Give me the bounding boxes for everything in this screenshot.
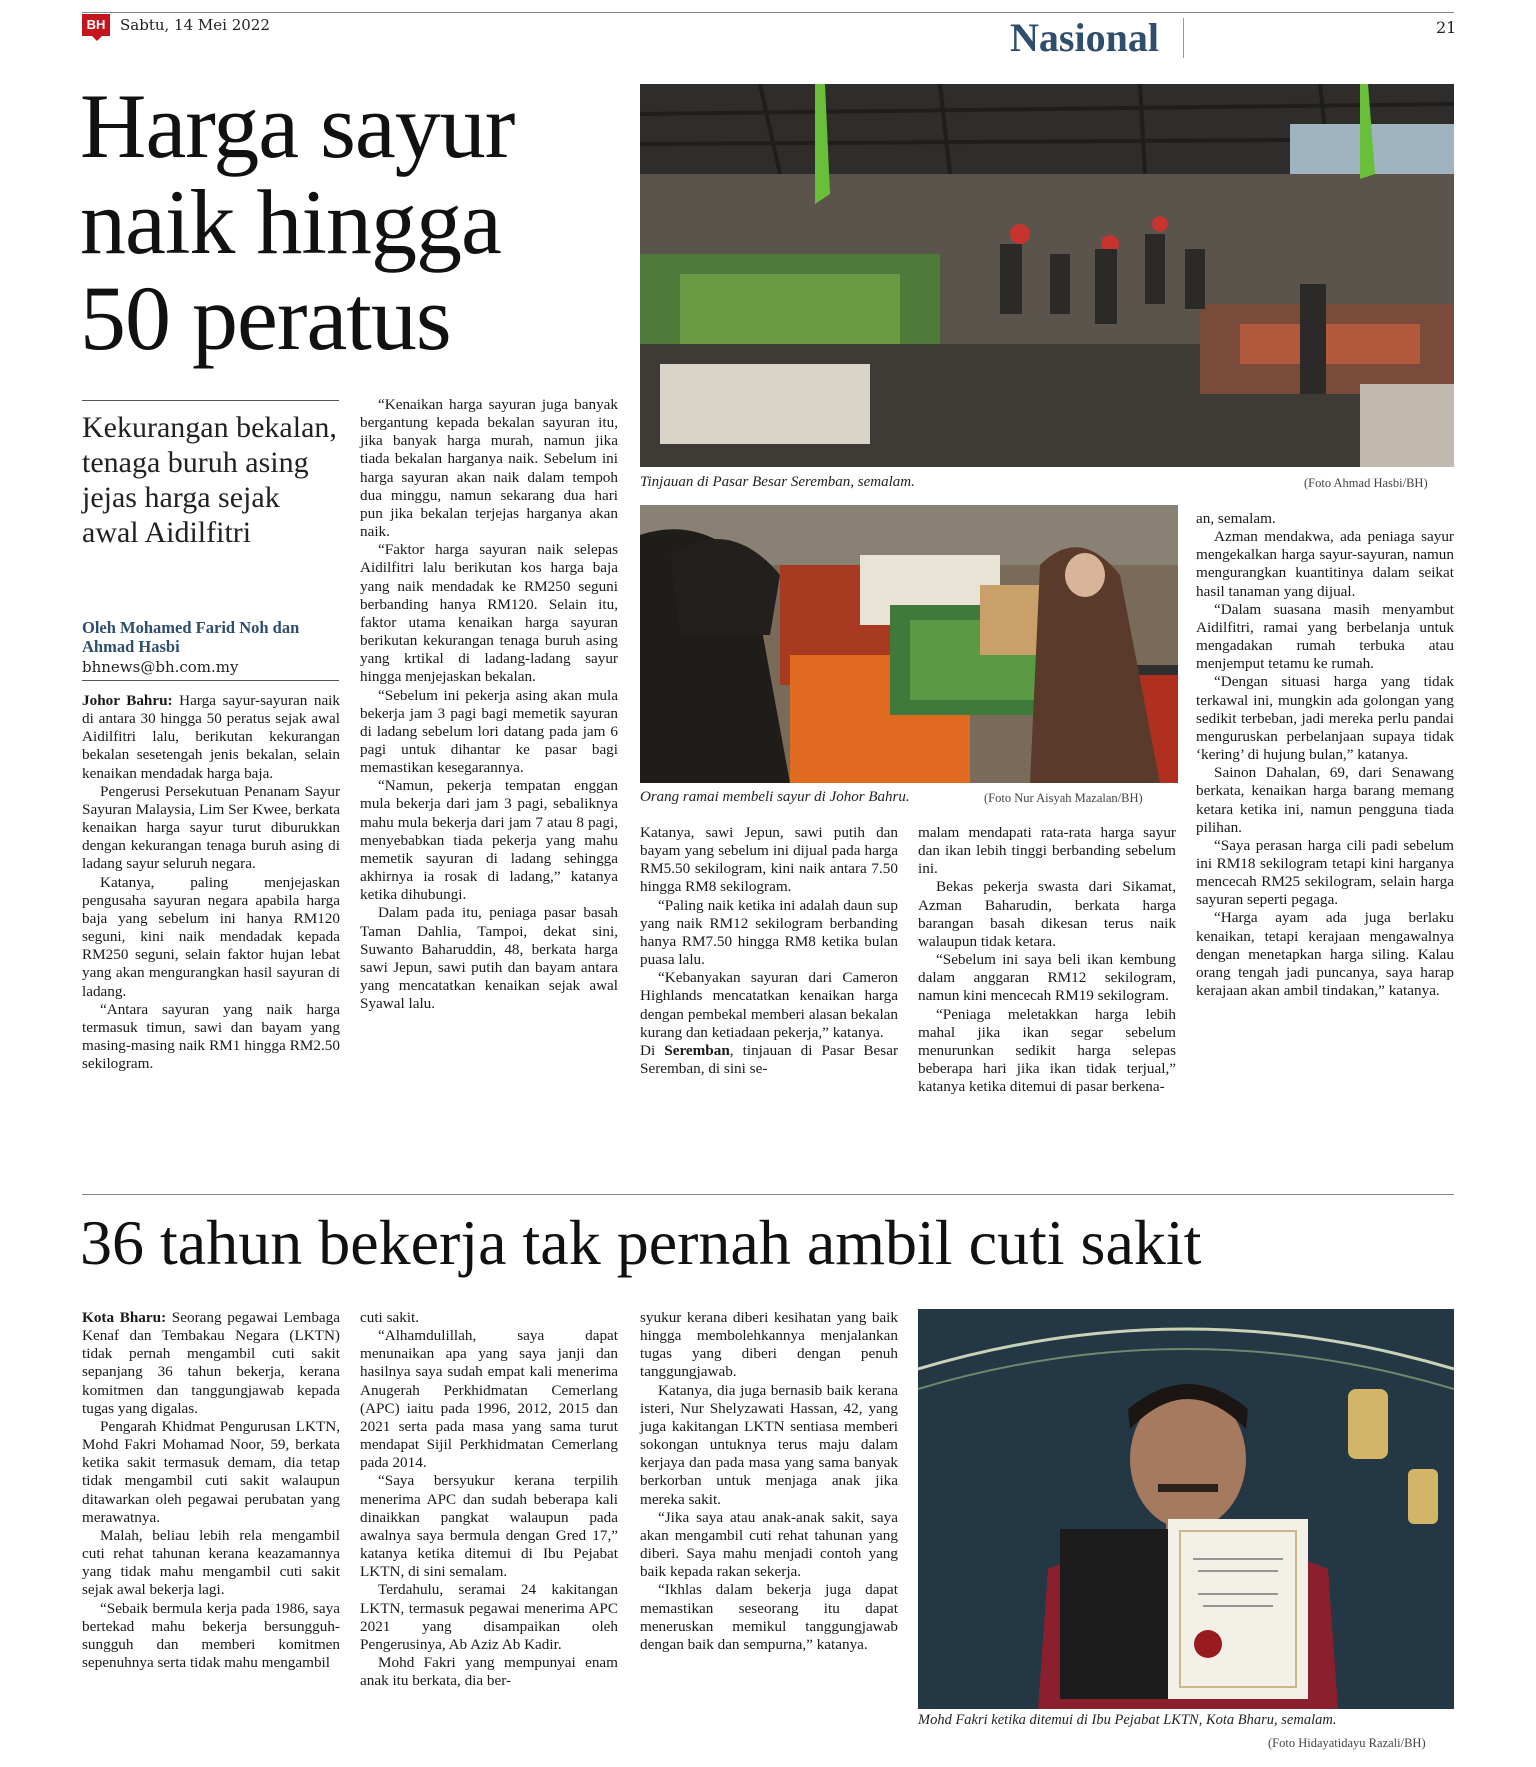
- headline-line: naik hingga: [80, 171, 501, 273]
- paragraph: [82, 783, 340, 874]
- paragraph-text: Malah, beliau lebih rela mengambil cuti rehat tahunan kerana keazamannya yang tidak mahu mengambil cuti sakit sejak awal bekerja lagi.: [82, 1526, 340, 1599]
- market-photo-graphic: [640, 84, 1454, 467]
- paragraph: [360, 1327, 618, 1472]
- byline-rule: [82, 680, 339, 681]
- paragraph-text: “Sebelum ini pekerja asing akan mula bekerja jam 3 pagi bagi memetik sayuran di ladang sebelum lori datang pada jam 6 pagi untuk dihantar ke pasar bagi memastikan kesegarannya.: [360, 686, 618, 777]
- portrait-photo-graphic: [918, 1309, 1454, 1709]
- paragraph: [360, 1654, 618, 1690]
- paragraph-text: “Faktor harga sayuran naik selepas Aidilfitri lalu berikutan kos harga baja yang naik mendadak ke RM250 seguni berbanding hanya RM120. Selain itu, faktor utama kenaikan harga sayuran berikutan kekurangan tenaga buruh asing yang krtikal di ladang-ladang sayur hingga menjejaskan bekalan.: [360, 541, 618, 686]
- section-title: Nasional: [1010, 15, 1159, 60]
- paragraph-text: “Paling naik ketika ini adalah daun sup yang naik RM12 sekilogram berbanding hanya RM7.50 hingga RM8 ketika bulan puasa lalu.: [640, 896, 898, 969]
- paragraph: [360, 1581, 618, 1654]
- paragraph-text: “Alhamdulillah, saya dapat menunaikan apa yang saya janji dan hasilnya saya sudah empat kali menerima Anugerah Perkhidmatan Cemerlang (APC) iaitu pada 1996, 2012, 2015 dan 2021 serta pada masa yang sama turut mendapat Sijil Perkhidmatan Cemerlang pada 2014.: [360, 1327, 618, 1472]
- paragraph-text: “Dengan situasi harga yang tidak terkawal ini, mungkin ada golongan yang sedikit terbeban, jadi mereka perlu pandai menguruskan perbelanjaan supaya tidak ‘kering’ di hujung bulan,” katanya.: [1196, 673, 1454, 764]
- paragraph-text: Sainon Dahalan, 69, dari Senawang berkata, kenaikan harga barang memang ketara ketika ini, namun pengguna tiada pilihan.: [1196, 764, 1454, 836]
- paragraph: [1196, 510, 1454, 528]
- photo1-credit: (Foto Ahmad Hasbi/BH): [1304, 476, 1428, 490]
- vegetables-photo-graphic: [640, 505, 1178, 783]
- paragraph: [82, 1600, 340, 1673]
- paragraph-text: Pengerusi Persekutuan Penanam Sayur Sayuran Malaysia, Lim Ser Kwee, berkata kenaikan harga sayur turut diburukkan dengan kekurangan tenaga buruh asing di ladang sayur seluruh negara.: [82, 782, 340, 873]
- dateline: Seremban: [664, 1041, 730, 1059]
- paragraph: [1196, 909, 1454, 1000]
- paragraph-text: “Sebelum ini saya beli ikan kembung dalam anggaran RM12 sekilogram, namun kini mencecah RM19 sekilogram.: [918, 951, 1176, 1005]
- paragraph: [82, 1418, 340, 1527]
- paragraph-text: “Saya perasan harga cili padi sebelum ini RM18 sekilogram tetapi kini harganya mencecah RM25 sekilogram, selain harga sayuran seperti pegaga.: [1196, 836, 1454, 909]
- top-rule: [82, 12, 1454, 13]
- paragraph-lead-prefix: Di: [640, 1041, 665, 1059]
- paragraph-text: “Antara sayuran yang naik harga termasuk timun, sawi dan bayam yang masing-masing naik RM1 hingga RM2.50 sekilogram.: [82, 1000, 340, 1073]
- paragraph: [640, 824, 898, 897]
- paragraph-text: “Kenaikan harga sayuran juga banyak bergantung kepada bekalan sayuran itu, jika banyak harga murah, namun jika tiada bekalan harganya naik. Sebelum ini harga sayuran akan naik dalam tempoh dua minggu, namun sekarang dua hari pun jika bekalan terjejas harganya akan naik.: [360, 396, 618, 541]
- paragraph: [640, 897, 898, 970]
- dateline: Kota Bharu:: [82, 1309, 167, 1326]
- paragraph: [640, 1382, 898, 1509]
- paragraph-text: “Ikhlas dalam bekerja juga dapat memastikan seseorang itu dapat meneruskan memikul tanggungjawab dengan baik dan sempurna,” katanya.: [640, 1581, 898, 1653]
- byline-email: bhnews@bh.com.my: [82, 658, 239, 676]
- paragraph: [1196, 528, 1454, 601]
- article2-column-2: [360, 1309, 618, 1690]
- paragraph-text: Katanya, sawi Jepun, sawi putih dan bayam yang sebelum ini dijual pada harga RM5.50 sekilogram, kini naik antara 7.50 hingga RM8 sekilogram.: [640, 824, 898, 896]
- paragraph: [918, 1006, 1176, 1097]
- paragraph: [640, 1509, 898, 1582]
- paragraph: [82, 874, 340, 1001]
- header-divider: [1183, 18, 1184, 58]
- paragraph-text: Pengarah Khidmat Pengurusan LKTN, Mohd Fakri Mohamad Noor, 59, berkata ketika sakit termasuk demam, dia tetap tidak mengambil cuti sakit walaupun ditawarkan oleh pegawai perubatan yang merawatnya.: [82, 1417, 340, 1526]
- paragraph-text: “Kebanyakan sayuran dari Cameron Highlands mencatatkan kenaikan harga dengan pembekal memberi alasan bekalan kurang dan ketiadaan pekerja,” katanya.: [640, 969, 898, 1041]
- paragraph-text: Katanya, dia juga bernasib baik kerana isteri, Nur Shelyzawati Hassan, 42, yang juga kakitangan LKTN sentiasa memberi sokongan untuknya terus maju dalam kerjaya dan pada masa yang sama banyak berkorban untuk menjaga anak jika mereka sakit.: [640, 1381, 898, 1508]
- paragraph: [82, 1527, 340, 1600]
- article1-column-2: [360, 396, 618, 1013]
- paragraph-text: “Saya bersyukur kerana terpilih menerima APC dan sudah beberapa kali dinaikkan pangkat walaupun pada awalnya saya bermula dengan Gred 17,” katanya ketika ditemui di Ibu Pejabat LKTN, di sini semalam.: [360, 1472, 618, 1581]
- paragraph: [1196, 601, 1454, 674]
- paragraph: [360, 687, 618, 778]
- paragraph: [918, 951, 1176, 1005]
- article1-column-4: [918, 824, 1176, 1096]
- paragraph-text: “Harga ayam ada juga berlaku kenaikan, tetapi kerajaan mengawalnya dengan menetapkan harga siling. Kalau orang tengah jadi puncanya, saya harap kerajaan akan ambil tindakan,” katanya.: [1196, 909, 1454, 1000]
- market-photo: [640, 84, 1454, 467]
- headline: [80, 75, 640, 369]
- article1-column-3: [640, 824, 898, 1078]
- issue-date: Sabtu, 14 Mei 2022: [120, 16, 270, 34]
- paragraph: [640, 969, 898, 1042]
- photo3-caption: Mohd Fakri ketika ditemui di Ibu Pejabat LKTN, Kota Bharu, semalam.: [918, 1712, 1337, 1728]
- paragraph-text: “Jika saya atau anak-anak sakit, saya akan mengambil cuti rehat tahunan yang diberi. Saya mahu menjadi contoh yang baik kepada rakan sekerja.: [640, 1508, 898, 1581]
- article1-column-1: [82, 692, 340, 1073]
- headline-line: 50 peratus: [80, 267, 451, 369]
- paragraph: [360, 396, 618, 541]
- article2-column-1: [82, 1309, 340, 1672]
- paragraph: [360, 777, 618, 904]
- paragraph-text: Seorang pegawai Lembaga Kenaf dan Tembakau Negara (LKTN) tidak pernah mengambil cuti sakit sepanjang 36 tahun bekerja, kerana komitmen dan tanggungjawab kepada tugas yang digalas.: [82, 1309, 340, 1417]
- paragraph-text: , tinjauan di Pasar Besar Seremban, di sini se-: [640, 1041, 899, 1078]
- paragraph-text: Dalam pada itu, peniaga pasar basah Taman Dahlia, Tampoi, dekat sini, Suwanto Baharuddin, 48, berkata harga sawi Jepun, sawi putih dan bayam antara yang mencatatkan kenaikan sejak awal Syawal lalu.: [360, 904, 618, 1013]
- paragraph: [640, 1581, 898, 1654]
- paragraph-text: Harga sayur-sayuran naik di antara 30 hingga 50 peratus sejak awal Aidilfitri lalu, berikutan kekurangan bekalan sesetengah jenis bekalan, selain kenaikan mendadak harga baja.: [82, 692, 340, 782]
- photo2-caption: Orang ramai membeli sayur di Johor Bahru.: [640, 789, 910, 805]
- paragraph-text: Mohd Fakri yang mempunyai enam anak itu berkata, dia ber-: [360, 1653, 618, 1690]
- dateline: Johor Bahru:: [82, 692, 173, 709]
- deck: Kekurangan bekalan, tenaga buruh asing jejas harga sejak awal Aidilfitri: [82, 411, 337, 549]
- article-divider: [82, 1194, 1454, 1195]
- bh-logo: BH: [82, 14, 110, 36]
- deck-rule: [82, 400, 339, 401]
- photo1-caption: Tinjauan di Pasar Besar Seremban, semalam.: [640, 474, 915, 490]
- photo2-credit: (Foto Nur Aisyah Mazalan/BH): [984, 791, 1143, 805]
- paragraph-text: Katanya, paling menjejaskan pengusaha sayuran negara apabila harga baja yang sebelum ini hanya RM120 seguni, kini naik mendadak kepada RM250 seguni, selain faktor hujan lebat yang akan mengurangkan hasil sayuran di ladang.: [82, 873, 340, 1000]
- paragraph: [918, 824, 1176, 878]
- paragraph: [82, 1309, 340, 1418]
- paragraph: [82, 1001, 340, 1074]
- article1-column-5: [1196, 510, 1454, 1000]
- paragraph-text: “Dalam suasana masih menyambut Aidilfitri, ramai yang berbelanja untuk mengadakan rumah terbuka atau menjemput tetamu ke rumah.: [1196, 600, 1454, 673]
- paragraph: [360, 1472, 618, 1581]
- photo3-credit: (Foto Hidayatidayu Razali/BH): [1268, 1736, 1426, 1750]
- paragraph: [360, 904, 618, 1013]
- headline-2: 36 tahun bekerja tak pernah ambil cuti sakit: [80, 1207, 1202, 1278]
- paragraph-text: “Peniaga meletakkan harga lebih mahal jika ikan segar sebelum menurunkan sedikit harga selepas beberapa hari jika ikan tidak terjual,” katanya ketika ditemui di pasar berkena-: [918, 1005, 1176, 1096]
- paragraph-text: cuti sakit.: [360, 1309, 420, 1326]
- paragraph: [360, 541, 618, 686]
- paragraph-text: malam mendapati rata-rata harga sayur dan ikan lebih tinggi berbanding sebelum ini.: [918, 824, 1176, 878]
- article2-column-3: [640, 1309, 898, 1654]
- paragraph-text: an, semalam.: [1196, 510, 1276, 527]
- page-number: 21: [1436, 18, 1457, 37]
- vegetables-photo: [640, 505, 1178, 783]
- portrait-photo: [918, 1309, 1454, 1709]
- paragraph: [1196, 673, 1454, 764]
- paragraph: [360, 1309, 618, 1327]
- paragraph-text: Azman mendakwa, ada peniaga sayur mengekalkan harga sayur-sayuran, namun mengurangkan kuantitinya dalam seikat hasil tanaman yang dijual.: [1196, 528, 1454, 600]
- paragraph-text: “Namun, pekerja tempatan enggan mula bekerja dari jam 3 pagi, sebaliknya mahu mula bekerja dari jam 7 atau 8 pagi, menyebabkan tiada pekerja yang mahu memetik sayuran di ladang sehingga akhirnya ia rosak di ladang,” katanya ketika dihubungi.: [360, 777, 618, 904]
- paragraph-text: Terdahulu, seramai 24 kakitangan LKTN, termasuk pegawai menerima APC 2021 yang disampaikan oleh Pengerusinya, Ab Aziz Ab Kadir.: [360, 1581, 618, 1653]
- paragraph: [640, 1042, 898, 1078]
- paragraph-text: Bekas pekerja swasta dari Sikamat, Azman Baharudin, berkata harga barangan basah dikesan terus naik walaupun tidak ketara.: [918, 878, 1176, 950]
- paragraph: [1196, 837, 1454, 910]
- headline-line: Harga sayur: [80, 75, 515, 177]
- paragraph: [640, 1309, 898, 1382]
- paragraph: [918, 878, 1176, 951]
- byline: Oleh Mohamed Farid Noh dan Ahmad Hasbi: [82, 618, 300, 656]
- paragraph-text: syukur kerana diberi kesihatan yang baik hingga membolehkannya menjalankan tugas yang diberi dengan penuh tanggungjawab.: [640, 1309, 898, 1381]
- paragraph: [82, 692, 340, 783]
- paragraph: [1196, 764, 1454, 837]
- paragraph-text: “Sebaik bermula kerja pada 1986, saya bertekad mahu bekerja bersungguh-sungguh dan memberi komitmen sepenuhnya serta tidak mahu mengambil: [82, 1599, 340, 1671]
